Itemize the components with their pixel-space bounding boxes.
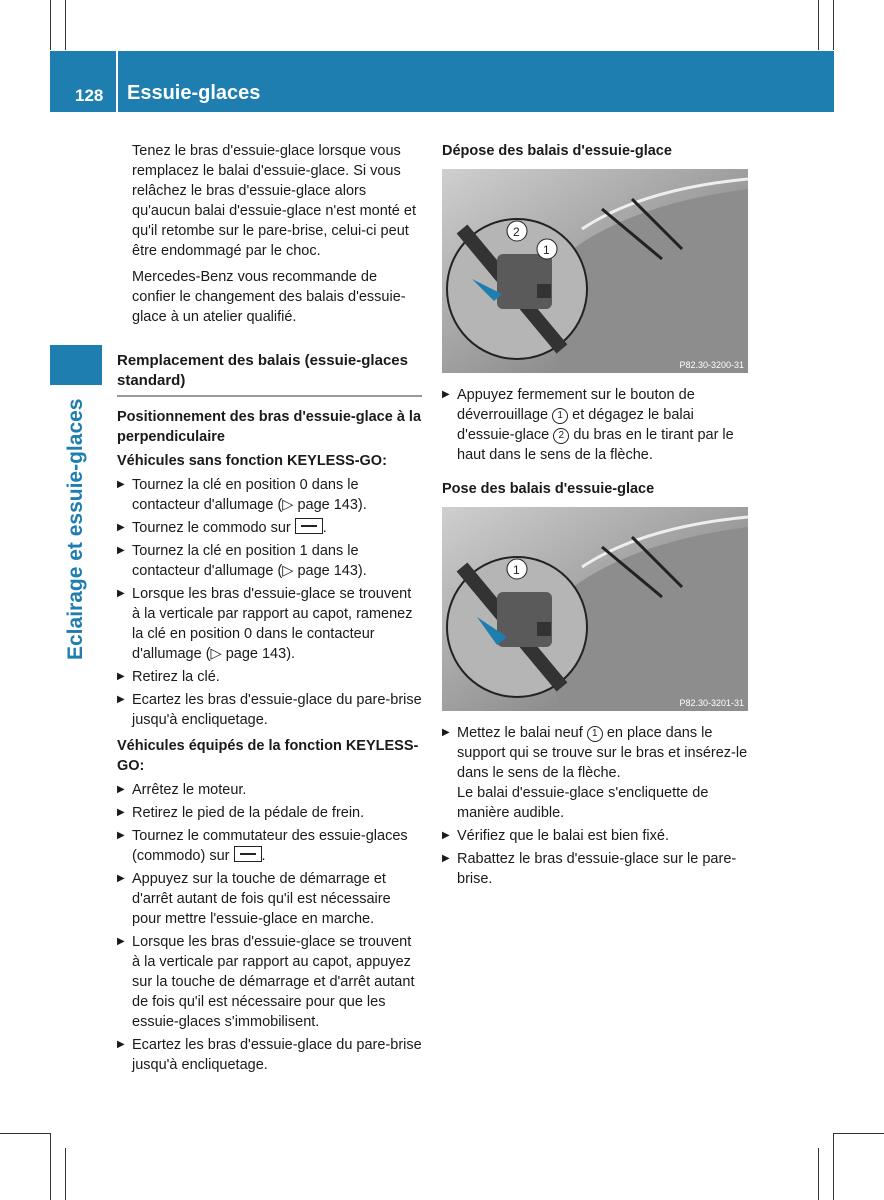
callout-circle-icon: 1 (552, 408, 568, 424)
header-separator (116, 51, 118, 112)
svg-text:2: 2 (513, 225, 520, 239)
figure-heading: Pose des balais d'essuie-glace (442, 481, 655, 497)
crop-mark (818, 0, 819, 50)
wiper-switch-icon (295, 518, 323, 534)
figure-heading: Dépose des balais d'essuie-glace (442, 143, 672, 159)
left-column (117, 141, 422, 1078)
crop-mark (833, 1133, 834, 1200)
wiper-install-figure (442, 507, 748, 711)
crop-mark (50, 0, 51, 50)
svg-text:1: 1 (513, 563, 520, 577)
step-note: Le balai d'essuie-glace s'encliquette de manière audible. (457, 785, 709, 821)
page-title: Essuie-glaces (127, 82, 261, 104)
list-item: ▶ Rabattez le bras d'essuie-glace sur le pare-brise. (442, 849, 748, 889)
list-item: ▶ Tournez la clé en position 0 dans le contacteur d'allumage (▷ page 143). (117, 475, 422, 515)
list-item: ▶ Arrêtez le moteur. (117, 780, 422, 800)
subsection-heading: Positionnement des bras d'essuie-glace à la perpendiculaire (117, 409, 422, 445)
list-item: ▶ Lorsque les bras d'essuie-glace se trouvent à la verticale par rapport au capot, appuyez sur la touche de démarrage et d'arrêt autant de fois qu'il est nécessaire pour que les essuie-glaces s'immobilisent. (117, 932, 422, 1032)
list-item: ▶ Mettez le balai neuf 1 en place dans le support qui se trouve sur le bras et insérez-le dans le sens de la flèche. Le balai d'essuie-glace s'encliquette de manière audible. (442, 723, 748, 823)
intro-paragraph: Tenez le bras d'essuie-glace lorsque vous remplacez le balai d'essuie-glace. Si vous relâchez le bras d'essuie-glace alors qu'aucun balai d'essuie-glace n'est monté et qu'il retombe sur le pare-brise, celui-ci peut être endommagé par le choc. (132, 143, 416, 259)
crop-mark (65, 1148, 66, 1200)
list-item: ▶ Tournez le commutateur des essuie-glaces (commodo) sur . (117, 826, 422, 866)
crop-mark (65, 0, 66, 50)
list-item: ▶ Ecartez les bras d'essuie-glace du pare-brise jusqu'à encliquetage. (117, 1035, 422, 1075)
list-item: ▶ Tournez le commodo sur . (117, 518, 422, 538)
wiper-switch-icon (234, 846, 262, 862)
list-item: ▶ Retirez la clé. (117, 667, 422, 687)
figure-code: P82.30-3200-31 (679, 360, 744, 370)
page-number: 128 (75, 86, 104, 105)
wiper-install-illustration (442, 507, 748, 711)
vehicle-type-heading: Véhicules équipés de la fonction KEYLESS-GO: (117, 738, 419, 774)
crop-mark (0, 1133, 50, 1134)
crop-mark (50, 1133, 51, 1200)
list-item: ▶ Appuyez fermement sur le bouton de déverrouillage 1 et dégagez le balai d'essuie-glace 2 du bras en le tirant par le haut dans le sens de la flèche. (442, 385, 748, 465)
wiper-removal-illustration (442, 169, 748, 373)
wiper-removal-figure (442, 169, 748, 373)
right-column (442, 141, 748, 892)
section-heading: Remplacement des balais (essuie-glaces standard) (117, 351, 422, 397)
list-item: ▶ Lorsque les bras d'essuie-glace se trouvent à la verticale par rapport au capot, ramenez la clé en position 0 dans le contacteur d'allumage (▷ page 143). (117, 584, 422, 664)
callout-circle-icon: 2 (553, 428, 569, 444)
list-item: ▶ Tournez la clé en position 1 dans le contacteur d'allumage (▷ page 143). (117, 541, 422, 581)
crop-mark (834, 1133, 884, 1134)
svg-text:1: 1 (543, 243, 550, 257)
list-item: ▶ Appuyez sur la touche de démarrage et d'arrêt autant de fois qu'il est nécessaire pour mettre l'essuie-glace en marche. (117, 869, 422, 929)
step-list (117, 780, 422, 1075)
chapter-label: Eclairage et essuie-glaces (64, 398, 87, 660)
callout-circle-icon: 1 (587, 726, 603, 742)
intro-paragraph: Mercedes-Benz vous recommande de confier le changement des balais d'essuie-glace à un atelier qualifié. (132, 269, 406, 325)
vehicle-type-heading: Véhicules sans fonction KEYLESS-GO: (117, 453, 387, 469)
crop-mark (818, 1148, 819, 1200)
crop-mark (833, 0, 834, 50)
figure-code: P82.30-3201-31 (679, 698, 744, 708)
list-item: ▶ Retirez le pied de la pédale de frein. (117, 803, 422, 823)
step-list (442, 723, 748, 889)
step-list (442, 385, 748, 465)
list-item: ▶ Ecartez les bras d'essuie-glace du pare-brise jusqu'à encliquetage. (117, 690, 422, 730)
step-list (117, 475, 422, 730)
list-item: ▶ Vérifiez que le balai est bien fixé. (442, 826, 748, 846)
